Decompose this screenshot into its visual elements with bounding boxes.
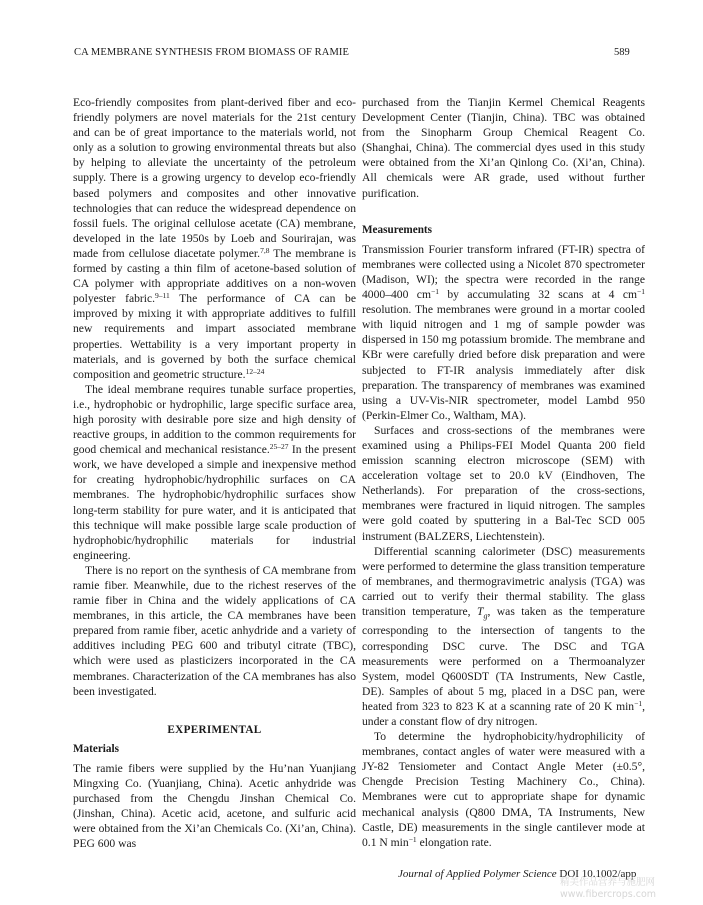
citation: 9–11 [155, 291, 170, 301]
journal-footer: Journal of Applied Polymer Science DOI 10.1002/app [398, 868, 637, 880]
section-heading-experimental: EXPERIMENTAL [167, 723, 262, 736]
citation: 12–24 [245, 366, 265, 376]
paragraph-contact-angle: To determine the hydrophobicity/hydrophilicity of membranes, contact angles of water were measured with a JY-82 Tensiometer and Contact Angle Meter (±0.5°, Chengde Precision Testing Machinery Co., China). Membranes were cut to appropriate shape for dynamic mechanical analysis (Q800 DMA, TA Instruments, New Castle, DE) measurements in the single cantilever mode at 0.1 N $\min^{-1}$ elongation rate. [362, 730, 645, 849]
left-column [73, 95, 356, 852]
paragraph-intro-3: There is no report on the synthesis of CA membrane from ramie fiber. Meanwhile, due to the richest reserves of the ramie fiber in China and the widely applications of CA membranes, in this article, the CA membranes have been prepared from ramie fiber, acetic anhydride and a variety of additives including PEG 600 and tributyl citrate (TBC), which were used as plasticizers incorporated in the CA membranes. Characterization of the CA membranes has also been investigated. [73, 563, 356, 698]
citation: 25–27 [269, 442, 289, 452]
subheading-materials: Materials [73, 742, 119, 755]
watermark: 精美作品营养与施肥网 www.fibercrops.com [560, 877, 657, 900]
citation: 7,8 [260, 245, 270, 255]
subheading-measurements: Measurements [362, 223, 433, 236]
paragraph-intro-1: Eco-friendly composites from plant-derived fiber and eco-friendly polymers are novel materials for the 21st century and can be of great importance to the materials world, not only as a solution to growing environmental threats but also by helping to alleviate the uncertainty of the petroleum supply. There is a growing urgency to develop eco-friendly based polymers and composites and other innovative technologies that can reduce the widespread dependence on fossil fuels. The original cellulose acetate (CA) membrane, developed in the late 1950s by Loeb and Sourirajan, was made from cellulose diacetate polymer.$^{7,8}$ The membrane is formed by casting a thin film of acetone-based solution of CA polymer with appropriate additives on a non-woven polyester fabric.$^{9-11}$ The performance of CA can be improved by mixing it with appropriate additives to fulfill new requirements and impart associated membrane properties. Wettability is a very important property in materials, and is governed by both the surface chemical composition and geometric structure.$^{12-24}$ [73, 96, 357, 381]
right-column [362, 95, 645, 850]
paragraph-dsc: Differential scanning calorimeter (DSC) measurements were performed to determine the glass transition temperature of membranes, and thermogravimetric analysis (TGA) was carried out to verify their thermal stability. The glass transition temperature, $T_g$, was taken as the temperature corresponding to the intersection of tangents to the corresponding DSC curve. The DSC and TGA measurements were performed on a Thermoanalyzer System, model Q600SDT (TA Instruments, New Castle, DE). Samples of about 5 mg, placed in a DSC pan, were heated from 323 to 823 K at a scanning rate of 20 K $\min^{-1}$, under a constant flow of dry nitrogen. [362, 544, 645, 728]
paragraph-ftir: Transmission Fourier transform infrared (FT-IR) spectra of membranes were collected using a Nicolet 870 spectrometer (Madison, WI); the spectra were recorded in the range 4000–400 $cm^{-1}$ by accumulating 32 scans at 4 $cm^{-1}$ resolution. The membranes were ground in a mortar cooled with liquid nitrogen and 1 mg of sample powder was dispersed in 150 mg potassium bromide. The membrane and KBr were carefully dried before disk preparation and were subjected to FT-IR analysis immediately after disk preparation. The transparency of membranes was examined using a UV-Vis-NIR spectrometer, model Lambd 950 (Perkin-Elmer Co., Waltham, MA). [362, 242, 645, 422]
paragraph-materials-cont: purchased from the Tianjin Kermel Chemical Reagents Development Center (Tianjin, China). TBC was obtained from the Sinopharm Group Chemical Reagent Co. (Shanghai, China). The commercial dyes used in this study were obtained from the Xi’an Qinlong Co. (Xi’an, China). All chemicals were AR grade, used without further purification. [362, 96, 645, 200]
running-title: CA MEMBRANE SYNTHESIS FROM BIOMASS OF RAMIE [74, 47, 350, 58]
page-number: 589 [614, 47, 630, 58]
paragraph-materials: The ramie fibers were supplied by the Hu’nan Yuanjiang Mingxing Co. (Yuanjiang, China). Acetic anhydride was purchased from the Chengdu Jinshan Chemical Co. (Jinshan, China). Acetic acid, acetone, and sulfuric acid were obtained from the Xi’an Chemicals Co. (Xi’an, China). PEG 600 was [73, 761, 356, 851]
paragraph-sem: Surfaces and cross-sections of the membranes were examined using a Philips-FEI Model Quanta 200 field emission scanning electron microscope (SEM) with acceleration voltage set to 20.0 kV (Eindhoven, The Netherlands). For preparation of the cross-sections, membranes were fractured in liquid nitrogen. The samples were gold coated by sputtering in a Bal-Tec SCD 005 instrument (BALZERS, Liechtenstein). [362, 423, 645, 543]
paragraph-intro-2: The ideal membrane requires tunable surface properties, i.e., hydrophobic or hydrophilic, large specific surface area, high porosity with desirable pore size and high density of reactive groups, in addition to the common requirements for good chemical and mechanical resistance.$^{25-27}$ In the present work, we have developed a simple and inexpensive method for creating hydrophobic/hydrophilic surfaces on CA membranes. The hydrophobic/hydrophilic surfaces show long-term stability for pure water, and it is anticipated that this technique will make possible large scale production of hydrophobic/hydrophilic materials for industrial engineering. [73, 382, 356, 562]
